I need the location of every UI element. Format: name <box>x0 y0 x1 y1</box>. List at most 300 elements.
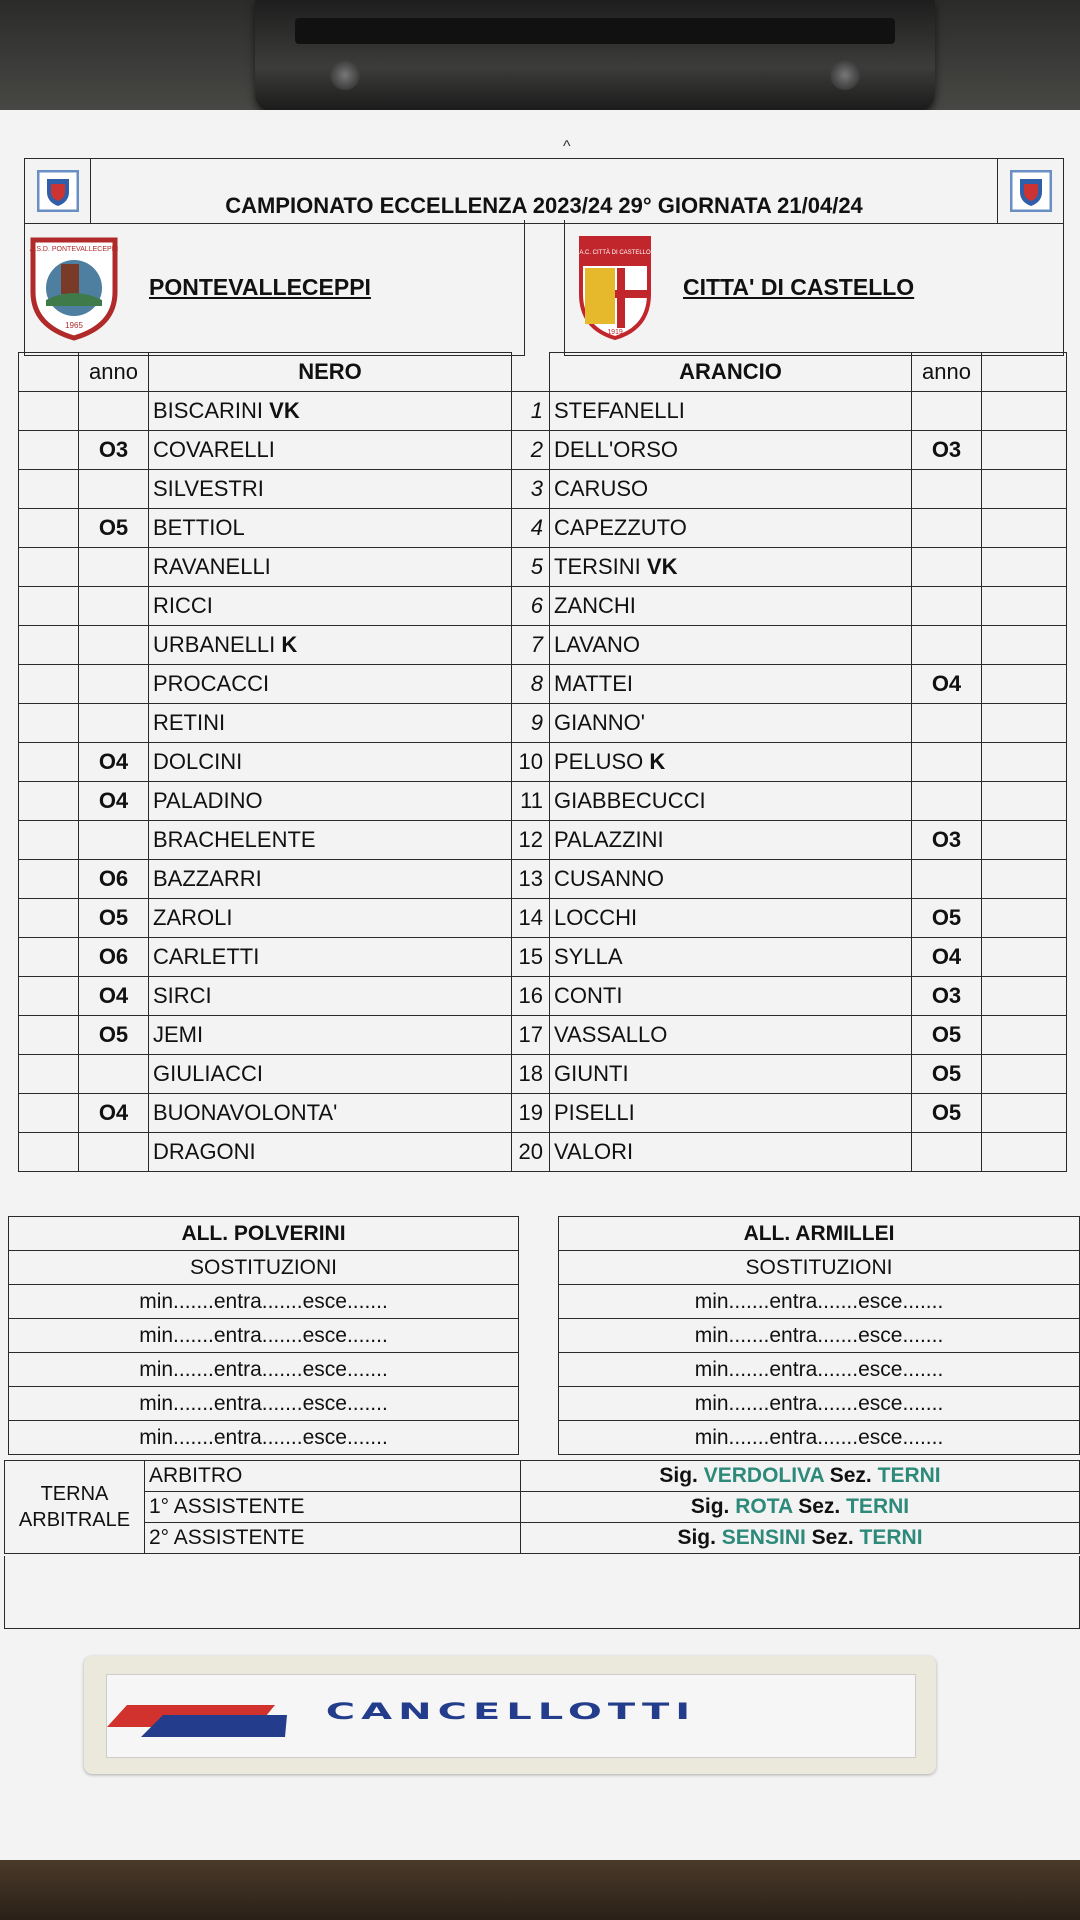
referee-name: VERDOLIVA <box>703 1464 824 1487</box>
away-anno <box>912 392 982 431</box>
away-player <box>550 938 912 977</box>
home-player <box>149 470 512 509</box>
shirt-number <box>512 509 550 548</box>
player-row <box>19 743 1067 782</box>
referee-city: TERNI <box>846 1495 910 1518</box>
away-player <box>550 509 912 548</box>
home-player-name: COVARELLI <box>153 437 275 462</box>
shirt-number-value: 18 <box>518 1061 543 1086</box>
away-player-name: TERSINI <box>554 554 641 579</box>
player-row <box>19 431 1067 470</box>
home-player-name: BAZZARRI <box>153 866 262 891</box>
blank-cell <box>19 977 79 1016</box>
away-anno <box>912 821 982 860</box>
away-player-name: LOCCHI <box>554 905 638 930</box>
shirt-number <box>512 782 550 821</box>
away-anno <box>912 1055 982 1094</box>
away-team-crest-icon <box>577 234 653 342</box>
blank-cell <box>19 1133 79 1172</box>
blank-cell <box>982 782 1067 821</box>
home-player <box>149 626 512 665</box>
home-player <box>149 1016 512 1055</box>
player-row <box>19 821 1067 860</box>
shirt-number <box>512 1094 550 1133</box>
league-shield-icon <box>37 170 79 212</box>
away-player-name: PELUSO <box>554 749 644 774</box>
away-anno <box>912 704 982 743</box>
substitution-row <box>9 1285 1080 1319</box>
blank-cell <box>982 353 1067 392</box>
shirt-number <box>512 821 550 860</box>
home-player-name: DOLCINI <box>153 749 243 774</box>
home-player <box>149 509 512 548</box>
away-team-cell <box>565 220 1064 356</box>
home-anno-value: O5 <box>98 515 129 540</box>
header-table <box>24 158 1064 224</box>
home-player-name: BISCARINI <box>153 398 264 423</box>
clip-rivet-left <box>330 60 360 90</box>
away-color-header: ARANCIO <box>550 353 912 392</box>
league-logo-right <box>998 159 1064 224</box>
home-anno-value: O4 <box>98 983 129 1008</box>
player-row <box>19 1016 1067 1055</box>
home-team-cell <box>25 220 525 356</box>
blank-cell <box>19 470 79 509</box>
blank-cell <box>19 353 79 392</box>
home-anno-value: O4 <box>98 1100 129 1125</box>
shirt-number-value: 8 <box>530 671 543 696</box>
blank-cell <box>982 431 1067 470</box>
referee-role: 2° ASSISTENTE <box>145 1523 521 1554</box>
blank-cell <box>19 1055 79 1094</box>
referee-role: 1° ASSISTENTE <box>145 1492 521 1523</box>
away-player-name: ZANCHI <box>554 593 636 618</box>
blank-cell <box>19 782 79 821</box>
referee-prefix: Sig. <box>690 1495 730 1518</box>
home-anno <box>79 899 149 938</box>
shirt-number <box>512 587 550 626</box>
shirt-number-value: 17 <box>518 1022 543 1047</box>
player-row <box>19 665 1067 704</box>
away-player <box>550 548 912 587</box>
home-player-name: PROCACCI <box>153 671 270 696</box>
home-player-name: BRACHELENTE <box>153 827 316 852</box>
home-anno <box>79 470 149 509</box>
shirt-number-value: 2 <box>530 437 543 462</box>
sponsor-panel <box>106 1674 916 1758</box>
home-anno <box>79 626 149 665</box>
shirt-number <box>512 1133 550 1172</box>
referee-row <box>5 1523 1080 1554</box>
away-player-name: VALORI <box>554 1139 634 1164</box>
player-row <box>19 704 1067 743</box>
home-player <box>149 1055 512 1094</box>
player-row <box>19 509 1067 548</box>
home-anno <box>79 977 149 1016</box>
home-player <box>149 392 512 431</box>
away-anno-value: O5 <box>931 905 962 930</box>
away-player-name: VASSALLO <box>554 1022 668 1047</box>
away-anno <box>912 1133 982 1172</box>
home-anno <box>79 587 149 626</box>
away-crest-year: 1919 <box>607 328 623 336</box>
away-anno <box>912 587 982 626</box>
away-player-tag: K <box>649 749 666 774</box>
away-anno <box>912 743 982 782</box>
away-sub-line: min.......entra.......esce....... <box>559 1319 1080 1353</box>
away-player <box>550 470 912 509</box>
referee-prefix: Sig. <box>677 1526 716 1549</box>
away-anno <box>912 1016 982 1055</box>
player-row <box>19 470 1067 509</box>
home-crest-year: 1965 <box>65 320 83 330</box>
home-player <box>149 1094 512 1133</box>
home-anno <box>79 704 149 743</box>
referee-detail <box>521 1492 1080 1523</box>
sponsor-banner <box>84 1656 936 1774</box>
shirt-number <box>512 392 550 431</box>
shirt-number <box>512 899 550 938</box>
away-player <box>550 392 912 431</box>
shirt-number <box>512 704 550 743</box>
home-player-name: PALADINO <box>153 788 263 813</box>
blank-cell <box>19 587 79 626</box>
blank-cell <box>19 665 79 704</box>
away-anno <box>912 509 982 548</box>
away-anno <box>912 899 982 938</box>
blank-cell <box>19 860 79 899</box>
away-player-tag: VK <box>646 554 678 579</box>
home-player <box>149 587 512 626</box>
referee-sez: Sez. <box>811 1526 854 1549</box>
away-player <box>550 743 912 782</box>
subs-divider <box>519 1319 559 1353</box>
home-player-name: JEMI <box>153 1022 204 1047</box>
league-logo-left <box>25 159 91 224</box>
teams-table <box>24 220 1064 356</box>
away-subs-label: SOSTITUZIONI <box>559 1251 1080 1285</box>
background-bottom <box>0 1860 1080 1920</box>
blank-cell <box>19 899 79 938</box>
home-player <box>149 821 512 860</box>
referee-sez: Sez. <box>829 1464 872 1487</box>
shirt-number-value: 9 <box>530 710 543 735</box>
away-player <box>550 977 912 1016</box>
shirt-number <box>512 860 550 899</box>
blank-cell <box>982 821 1067 860</box>
player-row <box>19 1094 1067 1133</box>
blank-cell <box>982 1016 1067 1055</box>
blank-cell <box>19 1016 79 1055</box>
footer-blank-row <box>4 1556 1080 1629</box>
home-player <box>149 782 512 821</box>
shirt-number-value: 6 <box>530 593 543 618</box>
home-anno <box>79 665 149 704</box>
away-player-name: GIANNO' <box>554 710 645 735</box>
away-anno <box>912 860 982 899</box>
shirt-number-value: 20 <box>518 1139 543 1164</box>
home-player <box>149 548 512 587</box>
away-player-name: GIABBECUCCI <box>554 788 706 813</box>
player-row <box>19 938 1067 977</box>
anno-header-right: anno <box>912 353 982 392</box>
away-player <box>550 782 912 821</box>
player-row <box>19 392 1067 431</box>
shirt-number-value: 1 <box>530 398 543 423</box>
clip-rivet-right <box>830 60 860 90</box>
home-sub-line: min.......entra.......esce....... <box>9 1319 519 1353</box>
away-player <box>550 899 912 938</box>
shirt-number-value: 3 <box>530 476 543 501</box>
referee-role: ARBITRO <box>145 1461 521 1492</box>
referee-sez: Sez. <box>798 1495 841 1518</box>
home-anno <box>79 782 149 821</box>
home-player-name: RAVANELLI <box>153 554 271 579</box>
home-anno <box>79 938 149 977</box>
player-row <box>19 587 1067 626</box>
away-player-name: CUSANNO <box>554 866 665 891</box>
referees-table <box>4 1460 1080 1554</box>
referee-detail <box>521 1523 1080 1554</box>
home-sub-line: min.......entra.......esce....... <box>9 1285 519 1319</box>
player-row <box>19 899 1067 938</box>
player-row <box>19 1055 1067 1094</box>
away-player <box>550 821 912 860</box>
home-anno <box>79 860 149 899</box>
subs-divider <box>519 1421 559 1455</box>
referee-name: SENSINI <box>721 1526 806 1549</box>
away-player <box>550 665 912 704</box>
home-player <box>149 665 512 704</box>
away-anno-value: O4 <box>931 944 962 969</box>
away-anno <box>912 431 982 470</box>
home-player-tag: K <box>281 632 298 657</box>
shirt-number-value: 10 <box>518 749 543 774</box>
away-anno-value: O3 <box>931 437 962 462</box>
away-player-name: DELL'ORSO <box>554 437 679 462</box>
away-anno-value: O3 <box>931 983 962 1008</box>
home-anno-value: O5 <box>98 905 129 930</box>
referee-prefix: Sig. <box>659 1464 698 1487</box>
sponsor-name: CANCELLOTTI <box>325 1699 697 1725</box>
substitution-row <box>9 1353 1080 1387</box>
shirt-number <box>512 938 550 977</box>
home-team-crest-icon <box>29 234 119 342</box>
shirt-number-value: 15 <box>518 944 543 969</box>
blank-cell <box>19 392 79 431</box>
anno-header-left: anno <box>79 353 149 392</box>
away-player-name: STEFANELLI <box>554 398 685 423</box>
away-anno <box>912 938 982 977</box>
home-player <box>149 977 512 1016</box>
home-sub-line: min.......entra.......esce....... <box>9 1387 519 1421</box>
blank-cell <box>982 1055 1067 1094</box>
players-table <box>18 352 1067 1172</box>
home-player-tag: VK <box>269 398 300 423</box>
away-coach: ALL. ARMILLEI <box>559 1217 1080 1251</box>
away-player <box>550 1016 912 1055</box>
referee-city: TERNI <box>859 1526 923 1549</box>
home-player <box>149 938 512 977</box>
away-player <box>550 1055 912 1094</box>
shirt-number-value: 7 <box>530 632 543 657</box>
blank-cell <box>19 743 79 782</box>
blank-cell <box>19 509 79 548</box>
home-anno-value: O5 <box>98 1022 129 1047</box>
blank-cell <box>982 626 1067 665</box>
home-player-name: URBANELLI <box>153 632 276 657</box>
away-player <box>550 431 912 470</box>
substitution-row <box>9 1387 1080 1421</box>
away-sub-line: min.......entra.......esce....... <box>559 1285 1080 1319</box>
substitution-row <box>9 1421 1080 1455</box>
blank-cell <box>982 977 1067 1016</box>
home-player-name: SIRCI <box>153 983 212 1008</box>
home-player-name: BETTIOL <box>153 515 245 540</box>
subs-divider <box>519 1251 559 1285</box>
away-anno <box>912 1094 982 1133</box>
home-player-name: RICCI <box>153 593 213 618</box>
away-team-name: CITTA' DI CASTELLO <box>683 274 915 300</box>
home-sub-line: min.......entra.......esce....... <box>9 1353 519 1387</box>
subs-divider <box>519 1285 559 1319</box>
shirt-number-value: 12 <box>518 827 543 852</box>
away-sub-line: min.......entra.......esce....... <box>559 1387 1080 1421</box>
home-player <box>149 743 512 782</box>
home-anno-value: O6 <box>98 866 129 891</box>
away-anno <box>912 626 982 665</box>
blank-cell <box>982 587 1067 626</box>
away-player-name: CAPEZZUTO <box>554 515 687 540</box>
away-player-name: CONTI <box>554 983 623 1008</box>
shirt-number <box>512 431 550 470</box>
home-anno <box>79 743 149 782</box>
home-player-name: CARLETTI <box>153 944 260 969</box>
substitutions-table <box>8 1216 1080 1455</box>
blank-cell <box>19 1094 79 1133</box>
home-player <box>149 860 512 899</box>
home-player-name: GIULIACCI <box>153 1061 264 1086</box>
away-player-name: SYLLA <box>554 944 623 969</box>
shirt-number-value: 19 <box>518 1100 543 1125</box>
home-anno <box>79 548 149 587</box>
shirt-number <box>512 1016 550 1055</box>
home-subs-label: SOSTITUZIONI <box>9 1251 519 1285</box>
away-player <box>550 587 912 626</box>
away-player <box>550 1094 912 1133</box>
blank-cell <box>19 938 79 977</box>
shirt-number-value: 13 <box>518 866 543 891</box>
away-player-name: PISELLI <box>554 1100 635 1125</box>
away-anno <box>912 782 982 821</box>
away-anno-value: O4 <box>931 671 962 696</box>
player-row <box>19 626 1067 665</box>
home-anno <box>79 1055 149 1094</box>
blank-cell <box>982 899 1067 938</box>
blank-cell <box>982 743 1067 782</box>
referee-detail <box>521 1461 1080 1492</box>
clip-slot <box>295 18 895 44</box>
home-anno <box>79 509 149 548</box>
substitution-row <box>9 1319 1080 1353</box>
home-anno-value: O6 <box>98 944 129 969</box>
referee-name: ROTA <box>735 1495 793 1518</box>
away-anno-value: O3 <box>931 827 962 852</box>
league-shield-icon <box>1010 170 1052 212</box>
referee-row <box>5 1461 1080 1492</box>
home-anno-value: O3 <box>98 437 129 462</box>
away-player <box>550 1133 912 1172</box>
home-player <box>149 1133 512 1172</box>
blank-cell <box>982 938 1067 977</box>
blank-cell <box>19 704 79 743</box>
away-anno <box>912 548 982 587</box>
away-player-name: LAVANO <box>554 632 640 657</box>
home-anno <box>79 431 149 470</box>
shirt-number <box>512 548 550 587</box>
shirt-number-value: 5 <box>530 554 543 579</box>
away-player <box>550 626 912 665</box>
blank-cell <box>19 626 79 665</box>
players-header-row <box>19 353 1067 392</box>
shirt-number <box>512 665 550 704</box>
referee-city: TERNI <box>877 1464 941 1487</box>
shirt-number-value: 4 <box>530 515 543 540</box>
away-anno-value: O5 <box>931 1100 962 1125</box>
player-row <box>19 548 1067 587</box>
away-player-name: CARUSO <box>554 476 649 501</box>
teams-divider <box>525 220 565 356</box>
blank-cell <box>982 548 1067 587</box>
home-anno <box>79 1016 149 1055</box>
shirt-number <box>512 977 550 1016</box>
away-player <box>550 860 912 899</box>
home-anno <box>79 1133 149 1172</box>
blank-cell <box>982 860 1067 899</box>
shirt-number-value: 16 <box>518 983 543 1008</box>
blank-cell <box>982 392 1067 431</box>
home-player <box>149 899 512 938</box>
away-sub-line: min.......entra.......esce....... <box>559 1421 1080 1455</box>
shirt-number <box>512 1055 550 1094</box>
player-row <box>19 1133 1067 1172</box>
home-player <box>149 431 512 470</box>
shirt-number <box>512 470 550 509</box>
blank-cell <box>982 665 1067 704</box>
blank-cell <box>19 431 79 470</box>
home-player-name: ZAROLI <box>153 905 233 930</box>
home-anno <box>79 821 149 860</box>
blank-cell <box>19 548 79 587</box>
caret-mark: ^ <box>563 138 571 155</box>
player-row <box>19 977 1067 1016</box>
subs-divider <box>519 1387 559 1421</box>
away-anno-value: O5 <box>931 1022 962 1047</box>
clipboard-clip <box>255 0 935 112</box>
home-anno <box>79 1094 149 1133</box>
home-anno <box>79 392 149 431</box>
home-player-name: SILVESTRI <box>153 476 264 501</box>
home-sub-line: min.......entra.......esce....... <box>9 1421 519 1455</box>
referee-row <box>5 1492 1080 1523</box>
shirt-number <box>512 743 550 782</box>
shirt-number <box>512 626 550 665</box>
away-player-name: PALAZZINI <box>554 827 664 852</box>
away-player-name: MATTEI <box>554 671 634 696</box>
shirt-number-value: 11 <box>520 788 543 813</box>
blank-cell <box>19 821 79 860</box>
terna-label: TERNA ARBITRALE <box>5 1461 145 1554</box>
